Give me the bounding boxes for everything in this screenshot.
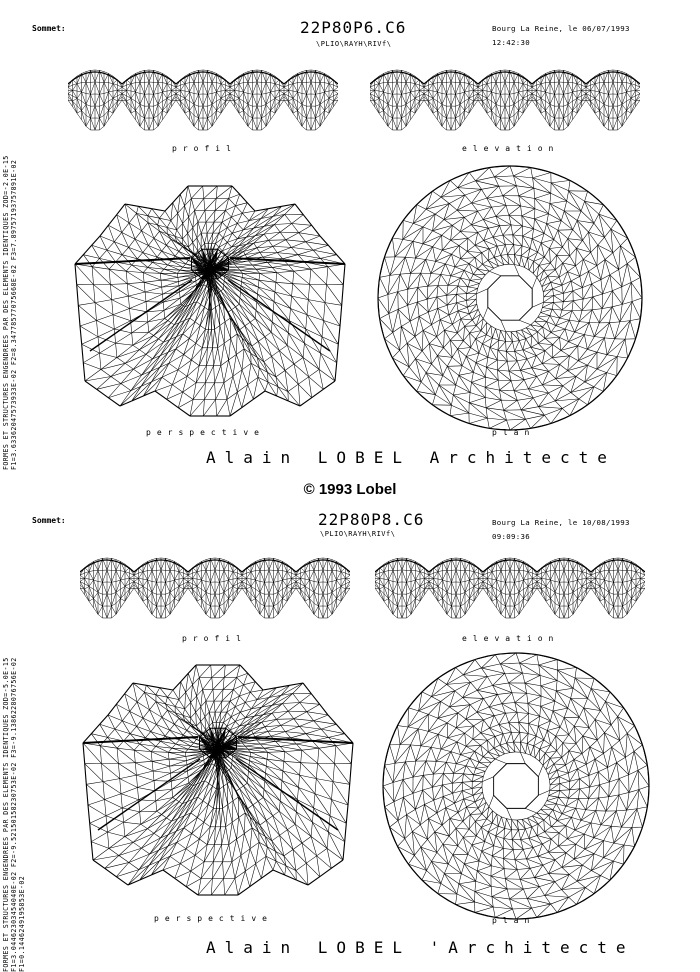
copyright-notice: © 1993 Lobel xyxy=(0,481,700,498)
drawing-sheet-2 xyxy=(0,502,700,972)
perspective-view xyxy=(70,176,350,421)
architect-signature: Alain LOBEL Architecte xyxy=(206,448,616,467)
profil-view xyxy=(80,548,350,628)
perspective-view xyxy=(78,650,358,905)
sommet-label: Sommet: xyxy=(32,516,66,525)
drawing-time: 12:42:30 xyxy=(492,38,530,47)
architect-signature: Alain LOBEL 'Architecte xyxy=(206,938,635,957)
profil-view xyxy=(68,60,338,140)
plan-view xyxy=(380,650,652,922)
elevation-view xyxy=(370,60,640,140)
caption-profil: profil xyxy=(172,144,237,153)
place-date: Bourg La Reine, le 06/07/1993 xyxy=(492,24,630,33)
place-date: Bourg La Reine, le 10/08/1993 xyxy=(492,518,630,527)
side-parameters-text xyxy=(2,0,32,470)
side-text-line: F1=0.1446249195853E-02 xyxy=(18,502,26,972)
caption-perspective: perspective xyxy=(146,428,265,437)
caption-elevation: elevation xyxy=(462,144,559,153)
drawing-sheet-1 xyxy=(0,0,700,470)
drawing-code: 22P80P6.C6 xyxy=(300,18,406,37)
caption-elevation: elevation xyxy=(462,634,559,643)
caption-profil: profil xyxy=(182,634,247,643)
drawing-path: \PLIO\RAYH\RIVf\ xyxy=(320,530,395,538)
drawing-path: \PLIO\RAYH\RIVf\ xyxy=(316,40,391,48)
side-text-line: FORMES ET STRUCTURES ENGENDREES PAR DES ELEMENTS IDENTIQUES ZOD=-5.0E-15 xyxy=(2,502,10,972)
side-text-line: F1=3.04462303454040E-02 F2=-9.52150158230753E-02 F3=-9.1386228076756E-02 xyxy=(10,502,18,972)
elevation-view xyxy=(375,548,645,628)
caption-plan: plan xyxy=(492,428,535,437)
side-text-line: F1=3.63362047573933E-02 F2=8.34778577075668E-02 F3=7.89757193757891E-02 xyxy=(10,0,18,470)
sommet-label: Sommet: xyxy=(32,24,66,33)
drawing-code: 22P80P8.C6 xyxy=(318,510,424,529)
side-text-line: FORMES ET STRUCTURES ENGENDREES PAR DES ELEMENTS IDENTIQUES ZOD=-2.0E-15 xyxy=(2,0,10,470)
side-parameters-text xyxy=(2,502,32,972)
caption-plan: plan xyxy=(492,916,535,925)
drawing-time: 09:09:36 xyxy=(492,532,530,541)
caption-perspective: perspective xyxy=(154,914,273,923)
plan-view xyxy=(375,163,645,433)
